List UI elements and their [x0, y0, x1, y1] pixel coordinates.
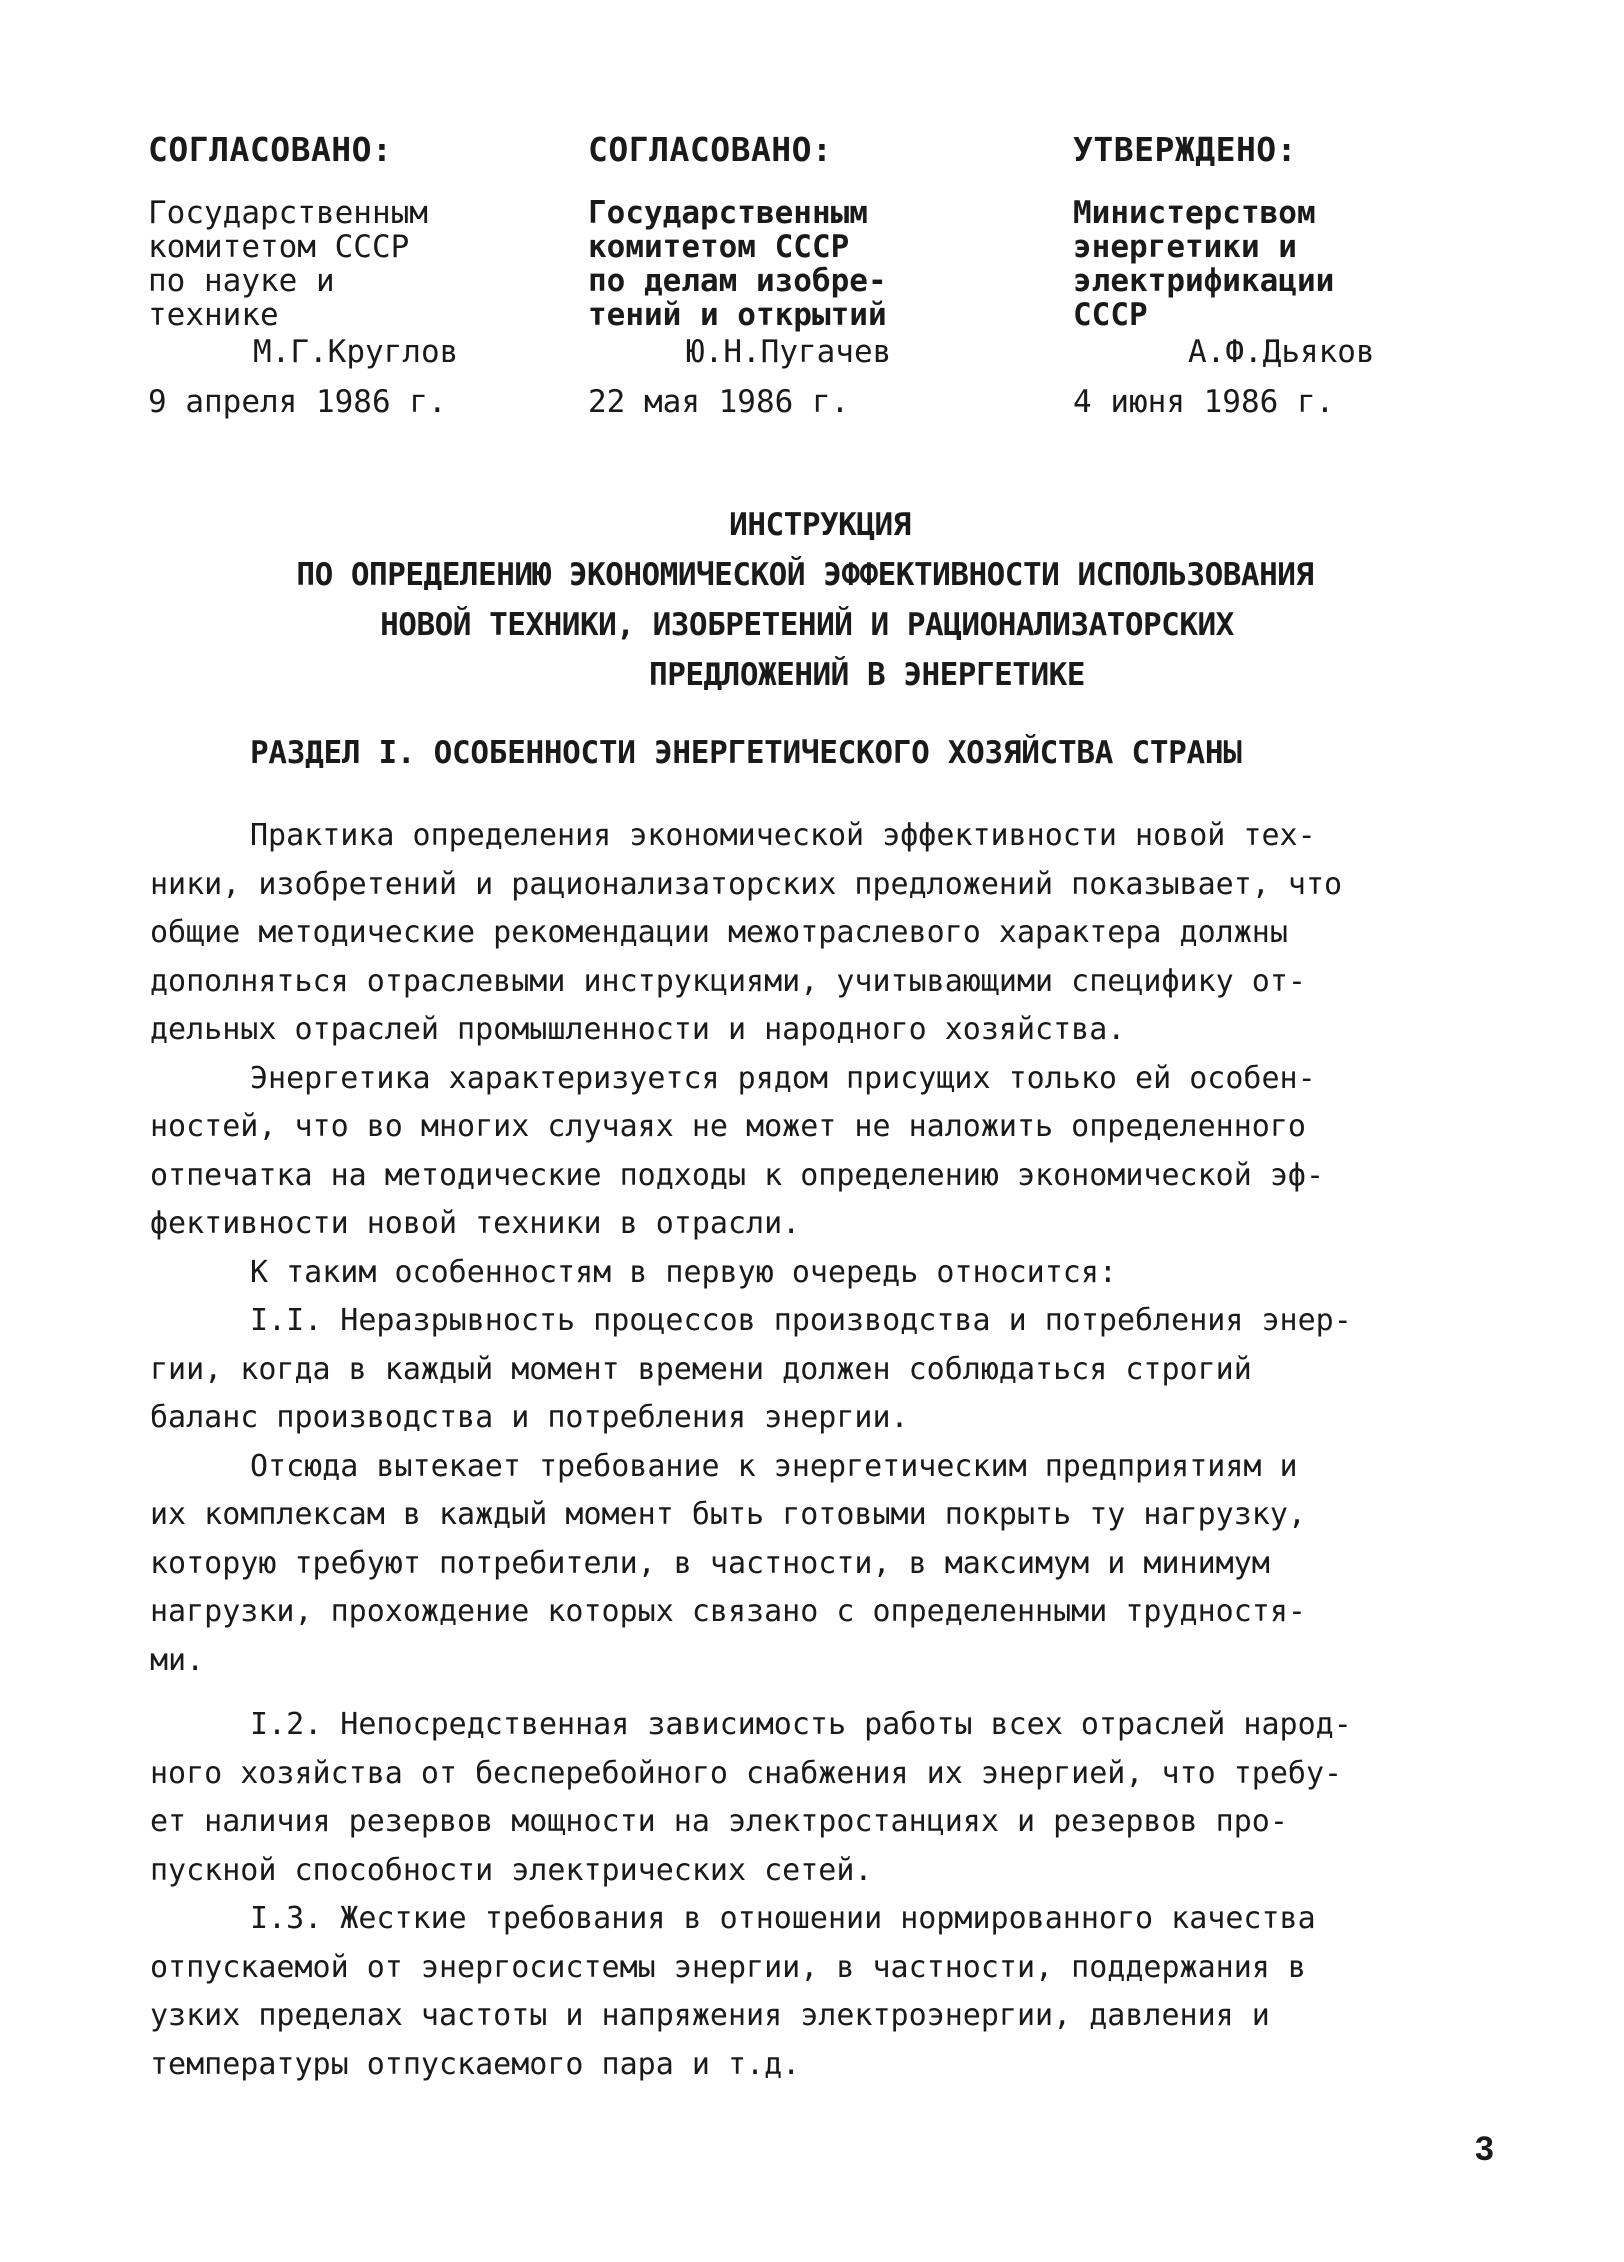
paragraph-line: нагрузки, прохождение которых связано с определенными трудностя-: [150, 1594, 1306, 1629]
paragraph-line: температуры отпускаемого пара и т.д.: [150, 2046, 801, 2082]
approval-heading: СОГЛАСОВАНО:: [148, 130, 393, 169]
organization-line: комитетом СССР: [588, 229, 850, 265]
paragraph-line: их комплексам в каждый момент быть готовыми покрыть ту нагрузку,: [150, 1497, 1306, 1532]
organization-line: Министерством: [1073, 195, 1316, 231]
paragraph-line: ного хозяйства от бесперебойного снабжения их энергией, что требу-: [150, 1755, 1343, 1791]
paragraph-line: К таким особенностям в первую очередь относится:: [250, 1254, 1117, 1290]
approval-date: 22 мая 1986 г.: [588, 384, 850, 420]
paragraph-line: отпечатка на методические подходы к определению экономической эф-: [150, 1157, 1324, 1193]
approval-organization: [588, 196, 1008, 332]
document-title: [0, 500, 1624, 700]
approval-signer: Ю.Н.Пугачев: [686, 334, 892, 370]
organization-line: электрификации: [1073, 263, 1335, 299]
paragraph-line: дополняться отраслевыми инструкциями, учитывающими специфику от-: [150, 963, 1306, 999]
body-text: [150, 812, 1480, 2089]
page-number: 3: [1475, 2130, 1494, 2168]
paragraph-line: ми.: [150, 1642, 205, 1678]
approval-organization: [1073, 196, 1493, 332]
paragraph-line: гии, когда в каждый момент времени должен соблюдаться строгий: [150, 1351, 1252, 1387]
organization-line: тений и открытий: [588, 297, 887, 333]
paragraph-line: которую требуют потребители, в частности, в максимум и минимум: [150, 1545, 1270, 1581]
paragraph-line: I.I. Неразрывность процессов производства и потребления энер-: [250, 1303, 1352, 1338]
paragraph-line: фективности новой техники в отрасли.: [150, 1206, 801, 1241]
approval-date: 4 июня 1986 г.: [1073, 384, 1335, 420]
paragraph-line: I.2. Непосредственная зависимость работы всех отраслей народ-: [250, 1707, 1352, 1742]
approval-block: [148, 130, 1428, 440]
paragraph-line: ностей, что во многих случаях не может не наложить определенного: [150, 1109, 1306, 1144]
organization-line: по науке и: [148, 263, 335, 299]
approval-column-3: [1073, 130, 1493, 422]
organization-line: СССР: [1073, 297, 1148, 333]
paragraph-line: I.3. Жесткие требования в отношении нормированного качества: [250, 1901, 1316, 1936]
approval-date: 9 апреля 1986 г.: [148, 384, 447, 420]
title-line: ПРЕДЛОЖЕНИЙ В ЭНЕРГЕТИКЕ: [649, 657, 1085, 693]
paragraph-gap: [150, 1685, 1480, 1701]
organization-line: комитетом СССР: [148, 229, 410, 265]
approval-heading: СОГЛАСОВАНО:: [588, 130, 833, 169]
approval-signer: М.Г.Круглов: [253, 334, 459, 370]
paragraph-line: пускной способности электрических сетей.: [150, 1852, 873, 1888]
section-heading: РАЗДЕЛ I. ОСОБЕННОСТИ ЭНЕРГЕТИЧЕСКОГО ХОЗЯЙСТВА СТРАНЫ: [250, 735, 1242, 771]
paragraph-line: баланс производства и потребления энергии.: [150, 1400, 909, 1435]
paragraph-line: общие методические рекомендации межотраслевого характера должны: [150, 915, 1288, 950]
approval-organization: [148, 196, 568, 332]
approval-column-1: [148, 130, 568, 422]
paragraph-line: Практика определения экономической эффективности новой тех-: [250, 818, 1316, 853]
organization-line: технике: [148, 297, 279, 333]
paragraph-line: Отсюда вытекает требование к энергетическим предприятиям и: [250, 1448, 1298, 1484]
paragraph-line: узких пределах частоты и напряжения электроэнергии, давления и: [150, 1998, 1270, 2033]
paragraph-line: ники, изобретений и рационализаторских предложений показывает, что: [150, 866, 1343, 902]
title-line: ПО ОПРЕДЕЛЕНИЮ ЭКОНОМИЧЕСКОЙ ЭФФЕКТИВНОСТИ ИСПОЛЬЗОВАНИЯ: [296, 557, 1314, 593]
approval-heading: УТВЕРЖДЕНО:: [1073, 130, 1298, 169]
title-line: ИНСТРУКЦИЯ: [729, 507, 911, 543]
approval-column-2: [588, 130, 1008, 422]
paragraph-line: ет наличия резервов мощности на электростанциях и резервов про-: [150, 1804, 1288, 1839]
organization-line: энергетики и: [1073, 229, 1297, 265]
paragraph-line: Энергетика характеризуется рядом присущих только ей особен-: [250, 1060, 1316, 1096]
title-line: НОВОЙ ТЕХНИКИ, ИЗОБРЕТЕНИЙ И РАЦИОНАЛИЗАТОРСКИХ: [380, 607, 1234, 643]
organization-line: Государственным: [588, 195, 868, 231]
paragraph-line: отпускаемой от энергосистемы энергии, в частности, поддержания в: [150, 1949, 1306, 1985]
approval-signer: А.Ф.Дьяков: [1188, 334, 1375, 370]
paragraph-line: дельных отраслей промышленности и народного хозяйства.: [150, 1012, 1126, 1047]
organization-line: по делам изобре-: [588, 263, 887, 299]
organization-line: Государственным: [148, 195, 428, 231]
